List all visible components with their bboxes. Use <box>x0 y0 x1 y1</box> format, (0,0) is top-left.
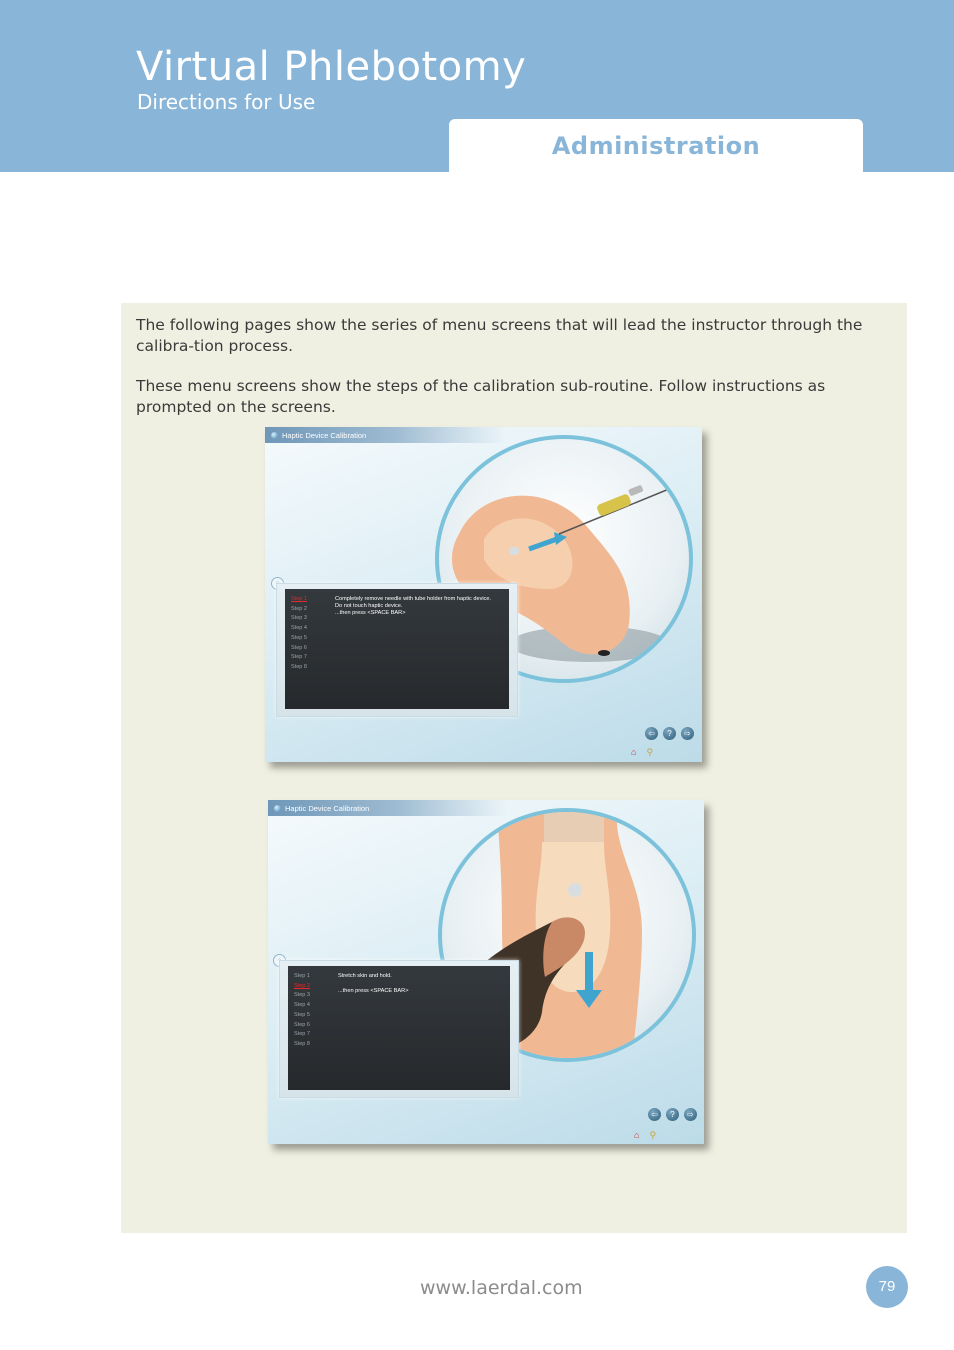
step-item[interactable]: Step 4 <box>294 1002 310 1009</box>
step-menu-panel <box>276 583 518 717</box>
page-number-badge: 79 <box>866 1266 908 1308</box>
step-menu-panel <box>279 960 519 1098</box>
instruction-line: ...then press <SPACE BAR> <box>335 610 406 616</box>
step-item[interactable]: Step 8 <box>294 1040 310 1047</box>
utility-icons <box>634 1130 656 1140</box>
forward-arrow-icon[interactable]: ⇨ <box>681 727 694 740</box>
step-item[interactable]: Step 5 <box>294 1011 310 1018</box>
intro-paragraph: The following pages show the series of menu screens that will lead the instructor through the calibra-tion process. <box>136 316 863 355</box>
calibration-screenshot-1 <box>265 427 702 762</box>
search-icon[interactable]: ⚲ <box>646 747 654 757</box>
step-item[interactable]: Step 7 <box>291 654 307 661</box>
instruction-line: Stretch skin and hold. <box>338 973 392 979</box>
footer-url[interactable]: www.laerdal.com <box>420 1277 583 1299</box>
step-item[interactable]: Step 8 <box>291 663 307 670</box>
header-band <box>0 0 954 172</box>
help-icon[interactable]: ? <box>666 1108 679 1121</box>
instruction-line: Completely remove needle with tube holder from haptic device. <box>335 596 492 602</box>
navigation-buttons <box>648 1108 697 1121</box>
step-item[interactable]: Step 4 <box>291 625 307 632</box>
calibration-screenshot-2 <box>268 800 704 1144</box>
step-item[interactable]: Step 6 <box>291 644 307 651</box>
back-arrow-icon[interactable]: ⇦ <box>648 1108 661 1121</box>
app-orb-icon <box>271 432 278 439</box>
forward-arrow-icon[interactable]: ⇨ <box>684 1108 697 1121</box>
navigation-buttons <box>645 727 694 740</box>
step-list <box>291 595 307 673</box>
section-tab-label: Administration <box>551 131 761 160</box>
content-panel <box>121 303 907 1233</box>
document-title: Virtual Phlebotomy <box>136 44 527 90</box>
step-item[interactable]: Step 2 <box>294 982 310 989</box>
step-item[interactable]: Step 3 <box>291 615 307 622</box>
instruction-line: Do not touch haptic device. <box>335 603 403 609</box>
home-icon[interactable]: ⌂ <box>631 747 637 757</box>
instruction-text <box>338 973 503 995</box>
step-menu-screen <box>285 589 509 709</box>
step-menu-screen <box>288 966 510 1090</box>
step-item[interactable]: Step 1 <box>294 973 310 979</box>
app-orb-icon <box>274 805 281 812</box>
steps-paragraph: These menu screens show the steps of the calibration sub-routine. Follow instructions as prompted on the screens. <box>136 377 826 416</box>
step-item[interactable]: Step 2 <box>291 605 307 612</box>
step-item[interactable]: Step 5 <box>291 634 307 641</box>
step-item[interactable]: Step 3 <box>294 992 310 999</box>
back-arrow-icon[interactable]: ⇦ <box>645 727 658 740</box>
instruction-line: ...then press <SPACE BAR> <box>338 988 409 994</box>
section-tab <box>449 119 863 172</box>
document-subtitle: Directions for Use <box>137 90 316 114</box>
step-item[interactable]: Step 1 <box>291 596 307 602</box>
step-item[interactable]: Step 7 <box>294 1031 310 1038</box>
help-icon[interactable]: ? <box>663 727 676 740</box>
window-title: Haptic Device Calibration <box>282 430 367 440</box>
home-icon[interactable]: ⌂ <box>634 1130 640 1140</box>
window-title: Haptic Device Calibration <box>285 803 370 813</box>
instruction-text <box>335 596 500 617</box>
utility-icons <box>631 747 653 757</box>
step-list <box>294 972 310 1050</box>
step-item[interactable]: Step 6 <box>294 1021 310 1028</box>
search-icon[interactable]: ⚲ <box>649 1130 657 1140</box>
